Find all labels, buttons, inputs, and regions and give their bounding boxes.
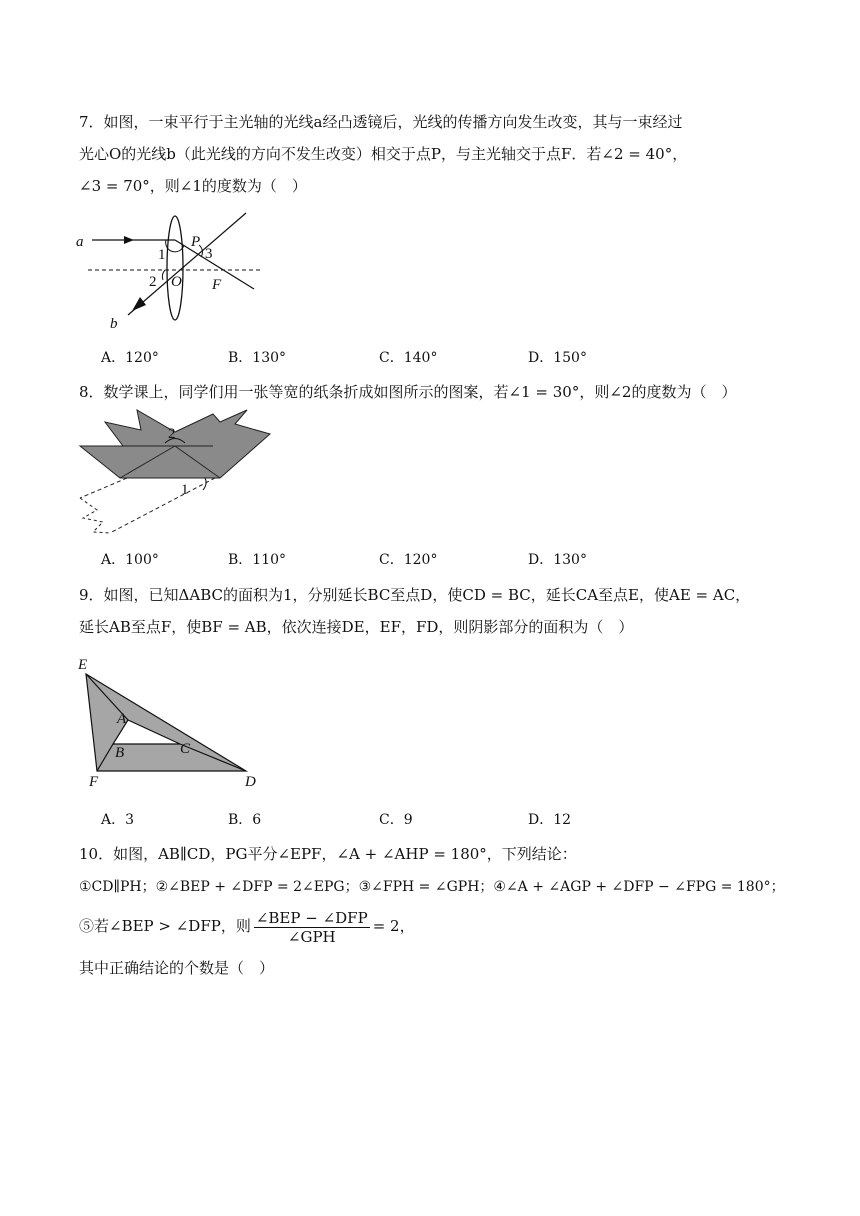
q7-option-c[interactable]: [379, 348, 437, 368]
q10-text-line-3: [79, 904, 415, 948]
ray-a-arrow-icon: [124, 236, 134, 244]
q10-text-line-1: 10．如图，AB∥CD，PG平分∠EPF，∠A + ∠AHP = 180°，下列结论：: [79, 845, 577, 863]
q8-option-d-text: 130°: [553, 552, 587, 568]
q8-option-d[interactable]: [528, 550, 587, 570]
q9-text-line-1: 9．如图，已知ΔABC的面积为1，分别延长BC至点D，使CD = BC，延长CA至点E，使AE = AC，: [79, 586, 751, 604]
q9-text-line-2: 延长AB至点F，使BF = AB，依次连接DE，EF，FD，则阴影部分的面积为（ ）: [79, 618, 634, 636]
label-a: a: [76, 234, 84, 250]
outer-triangle-def: [86, 674, 246, 771]
label-e: E: [78, 657, 88, 673]
label-angle-1: 1: [158, 247, 166, 263]
torn-edge: [80, 498, 110, 533]
label-c: C: [180, 741, 191, 757]
q9-option-c-text: 9: [403, 812, 413, 828]
q10-line-3-prefix: ⑤若∠BEP > ∠DFP，则: [79, 917, 251, 935]
q7-text-line-2: 光心O的光线b（此光线的方向不发生改变）相交于点P，与主光轴交于点F．若∠2 = 40°，: [79, 145, 688, 163]
label-angle-2: 2: [168, 426, 176, 442]
q8-option-b-text: 110°: [252, 552, 287, 568]
q7-option-a-text: 120°: [125, 350, 159, 366]
label-b: B: [115, 745, 125, 761]
q10-text-line-2: ①CD∥PH；②∠BEP + ∠DFP = 2∠EPG；③∠FPH = ∠GPH；④∠A + ∠AGP + ∠DFP − ∠FPG = 180°；: [79, 879, 785, 895]
angle-1-arc: [203, 478, 206, 490]
q10-fraction-numerator: ∠BEP − ∠DFP: [255, 908, 368, 927]
label-p: P: [191, 234, 201, 250]
q8-folded-strip-figure: [75, 400, 275, 540]
q8-option-b-letter: B．: [228, 552, 253, 568]
q7-option-b-letter: B．: [228, 350, 253, 366]
label-f: F: [212, 277, 222, 293]
q8-option-c-letter: C．: [379, 552, 404, 568]
q9-option-a-letter: A．: [101, 812, 126, 828]
q7-option-c-letter: C．: [379, 350, 404, 366]
q7-option-c-text: 140°: [403, 350, 438, 366]
q8-option-d-letter: D．: [528, 552, 554, 568]
q9-option-a-text: 3: [125, 812, 135, 828]
q8-option-a-letter: A．: [101, 552, 126, 568]
q9-option-c[interactable]: [379, 810, 413, 830]
label-angle-1: 1: [181, 482, 189, 498]
convex-lens: [167, 216, 183, 320]
q7-option-b[interactable]: [228, 348, 286, 368]
q8-option-b[interactable]: [228, 550, 286, 570]
label-o: O: [171, 274, 182, 290]
folded-strip-shape: [80, 410, 270, 478]
q9-option-d-text: 12: [553, 812, 572, 828]
q9-option-d-letter: D．: [528, 812, 554, 828]
q8-option-c[interactable]: [379, 550, 437, 570]
ray-b-arrow-icon: [132, 297, 146, 311]
q8-option-a[interactable]: [101, 550, 159, 570]
q9-option-a[interactable]: [101, 810, 134, 830]
label-angle-2: 2: [149, 274, 157, 290]
q9-option-d[interactable]: [528, 810, 571, 830]
q7-option-b-text: 130°: [252, 350, 287, 366]
ray-b: [128, 213, 246, 315]
q7-option-a-letter: A．: [101, 350, 126, 366]
q8-option-a-text: 100°: [125, 552, 159, 568]
unfolded-edge-bottom: [110, 478, 215, 533]
q7-text-line-1: 7．如图，一束平行于主光轴的光线a经凸透镜后，光线的传播方向发生改变，其与一束经过: [79, 113, 683, 131]
q9-option-b[interactable]: [228, 810, 261, 830]
q7-option-d-letter: D．: [528, 350, 554, 366]
q9-option-c-letter: C．: [379, 812, 404, 828]
q7-text-line-3: ∠3 = 70°，则∠1的度数为（ ）: [79, 177, 307, 195]
angle-2-arc: [162, 270, 165, 280]
q9-option-b-text: 6: [252, 812, 262, 828]
label-angle-3: 3: [205, 246, 213, 262]
q10-line-3-suffix: = 2，: [372, 917, 415, 935]
q7-option-d-text: 150°: [553, 350, 587, 366]
q9-option-b-letter: B．: [228, 812, 253, 828]
q9-triangle-figure: [70, 650, 270, 792]
label-d: D: [245, 774, 256, 790]
label-b: b: [110, 316, 118, 332]
unfolded-edge-top: [80, 478, 127, 498]
q7-option-d[interactable]: [528, 348, 587, 368]
q10-fraction: [254, 909, 370, 946]
q10-text-line-4: 其中正确结论的个数是（ ）: [79, 959, 275, 977]
label-f: F: [89, 774, 99, 790]
q8-text-line-1: 8．数学课上，同学们用一张等宽的纸条折成如图所示的图案，若∠1 = 30°，则∠2的度数为（ ）: [79, 383, 737, 401]
label-a: A: [117, 711, 127, 727]
q8-option-c-text: 120°: [403, 552, 438, 568]
q7-lens-figure: [70, 205, 270, 335]
q10-fraction-denominator: ∠GPH: [287, 927, 336, 946]
q7-option-a[interactable]: [101, 348, 159, 368]
